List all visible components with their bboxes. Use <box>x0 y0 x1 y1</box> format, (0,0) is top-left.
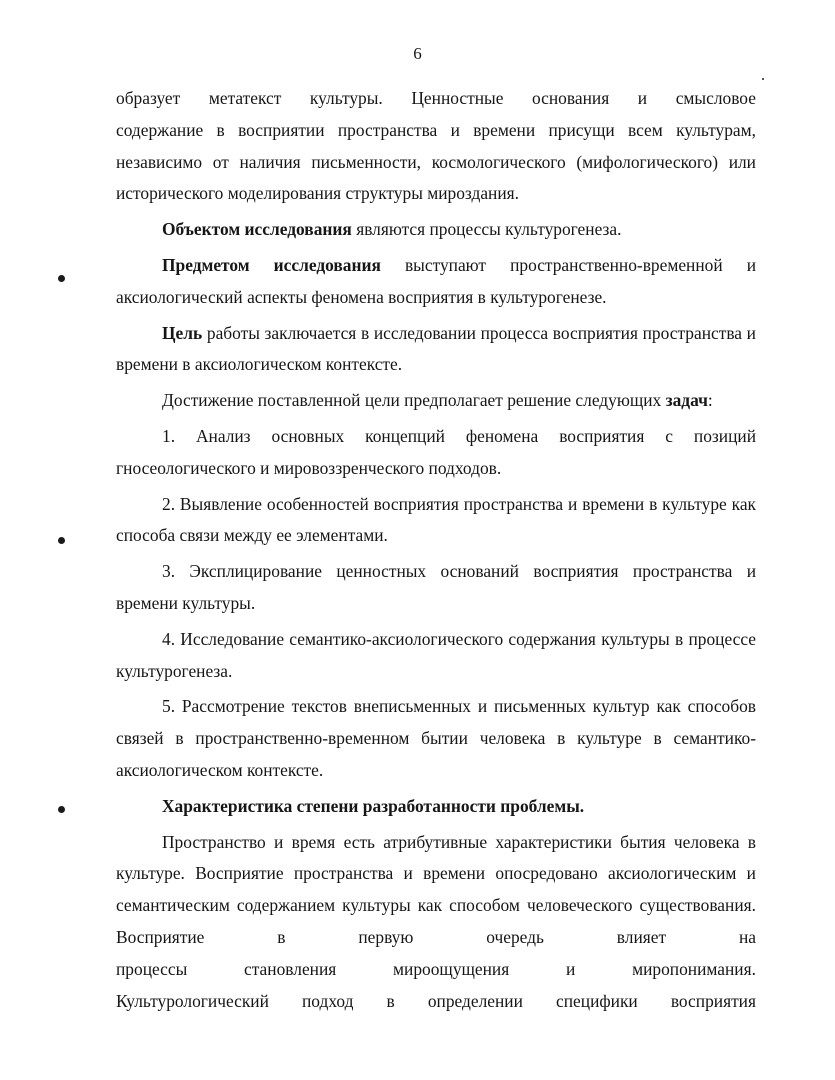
task-item: 2. Выявление особенностей восприятия пространства и времени в культуре как способа связи между ее элементами. <box>116 493 756 546</box>
paragraph-spread-line <box>116 954 756 986</box>
scan-speck <box>762 78 764 80</box>
paragraph-first-line <box>116 83 756 115</box>
word: и <box>637 88 648 108</box>
word: становления <box>244 958 337 979</box>
heading-text: Характеристика степени разработанности проблемы. <box>162 795 585 816</box>
punctuation: : <box>707 390 713 411</box>
paragraph-text: выступают пространственно-временной и аксиологический аспекты феномена восприятия в культурогенезе. <box>116 254 757 307</box>
word: основания <box>532 88 610 108</box>
page-number: 6 <box>413 44 422 63</box>
paragraph-text: Достижение поставленной цели предполагает решение следующих <box>162 390 666 411</box>
paragraph-research-subject <box>116 250 756 314</box>
paragraph-culture-metatext <box>116 83 756 210</box>
bullet-mark <box>58 537 65 544</box>
task-item: 3. Эксплицирование ценностных оснований восприятия пространства и времени культуры. <box>116 561 756 613</box>
bold-term: Предметом исследования <box>162 254 381 275</box>
bullet-mark <box>58 275 65 282</box>
paragraph-last-line: Культурологический подход в определении специфики восприятия <box>116 990 756 1011</box>
paragraph-problem-development <box>116 827 756 1018</box>
word: культуры. <box>309 88 383 108</box>
paragraph-tasks-intro <box>116 385 756 417</box>
paragraph-research-goal <box>116 318 756 382</box>
document-body <box>116 83 756 1017</box>
bold-term: Цель <box>162 322 203 343</box>
word: мироощущения <box>393 958 510 979</box>
word: и <box>566 958 576 979</box>
task-item: 4. Исследование семантико-аксиологического содержания культуры в процессе культурогенеза. <box>116 628 756 681</box>
word: Ценностные <box>411 88 504 108</box>
paragraph-text: являются процессы культурогенеза. <box>351 219 622 240</box>
bullet-mark <box>58 806 65 813</box>
paragraph-text: работы заключается в исследовании процесса восприятия пространства и времени в аксиологическом контексте. <box>116 322 756 375</box>
word: миропонимания. <box>632 958 756 979</box>
task-item: 5. Рассмотрение текстов внеписьменных и письменных культур как способов связей в пространственно-временном бытии человека в культуре в семантико-аксиологическом контексте. <box>116 696 756 780</box>
paragraph-text: Пространство и время есть атрибутивные характеристики бытия человека в культуре. Восприятие пространства и времени опосредовано аксиологическим и семантическим содержанием культуры как способом человеческого существования. Восприятие в первую очередь влияет на <box>116 831 756 947</box>
bold-term: Объектом исследования <box>162 219 352 240</box>
paragraph-text: содержание в восприятии пространства и времени присущи всем культурам, независимо от наличия письменности, космологического (мифологического) или исторического моделирования структуры мироздания. <box>116 119 756 204</box>
word: смысловое <box>675 88 756 108</box>
task-item: 1. Анализ основных концепций феномена восприятия с позиций гносеологического и мировоззренческого подходов. <box>116 425 756 478</box>
bold-term: задач <box>665 390 708 411</box>
section-heading <box>116 791 756 823</box>
paragraph-research-object <box>116 214 756 246</box>
word: процессы <box>116 958 188 979</box>
word: метатекст <box>208 88 282 108</box>
word: образует <box>116 88 181 108</box>
